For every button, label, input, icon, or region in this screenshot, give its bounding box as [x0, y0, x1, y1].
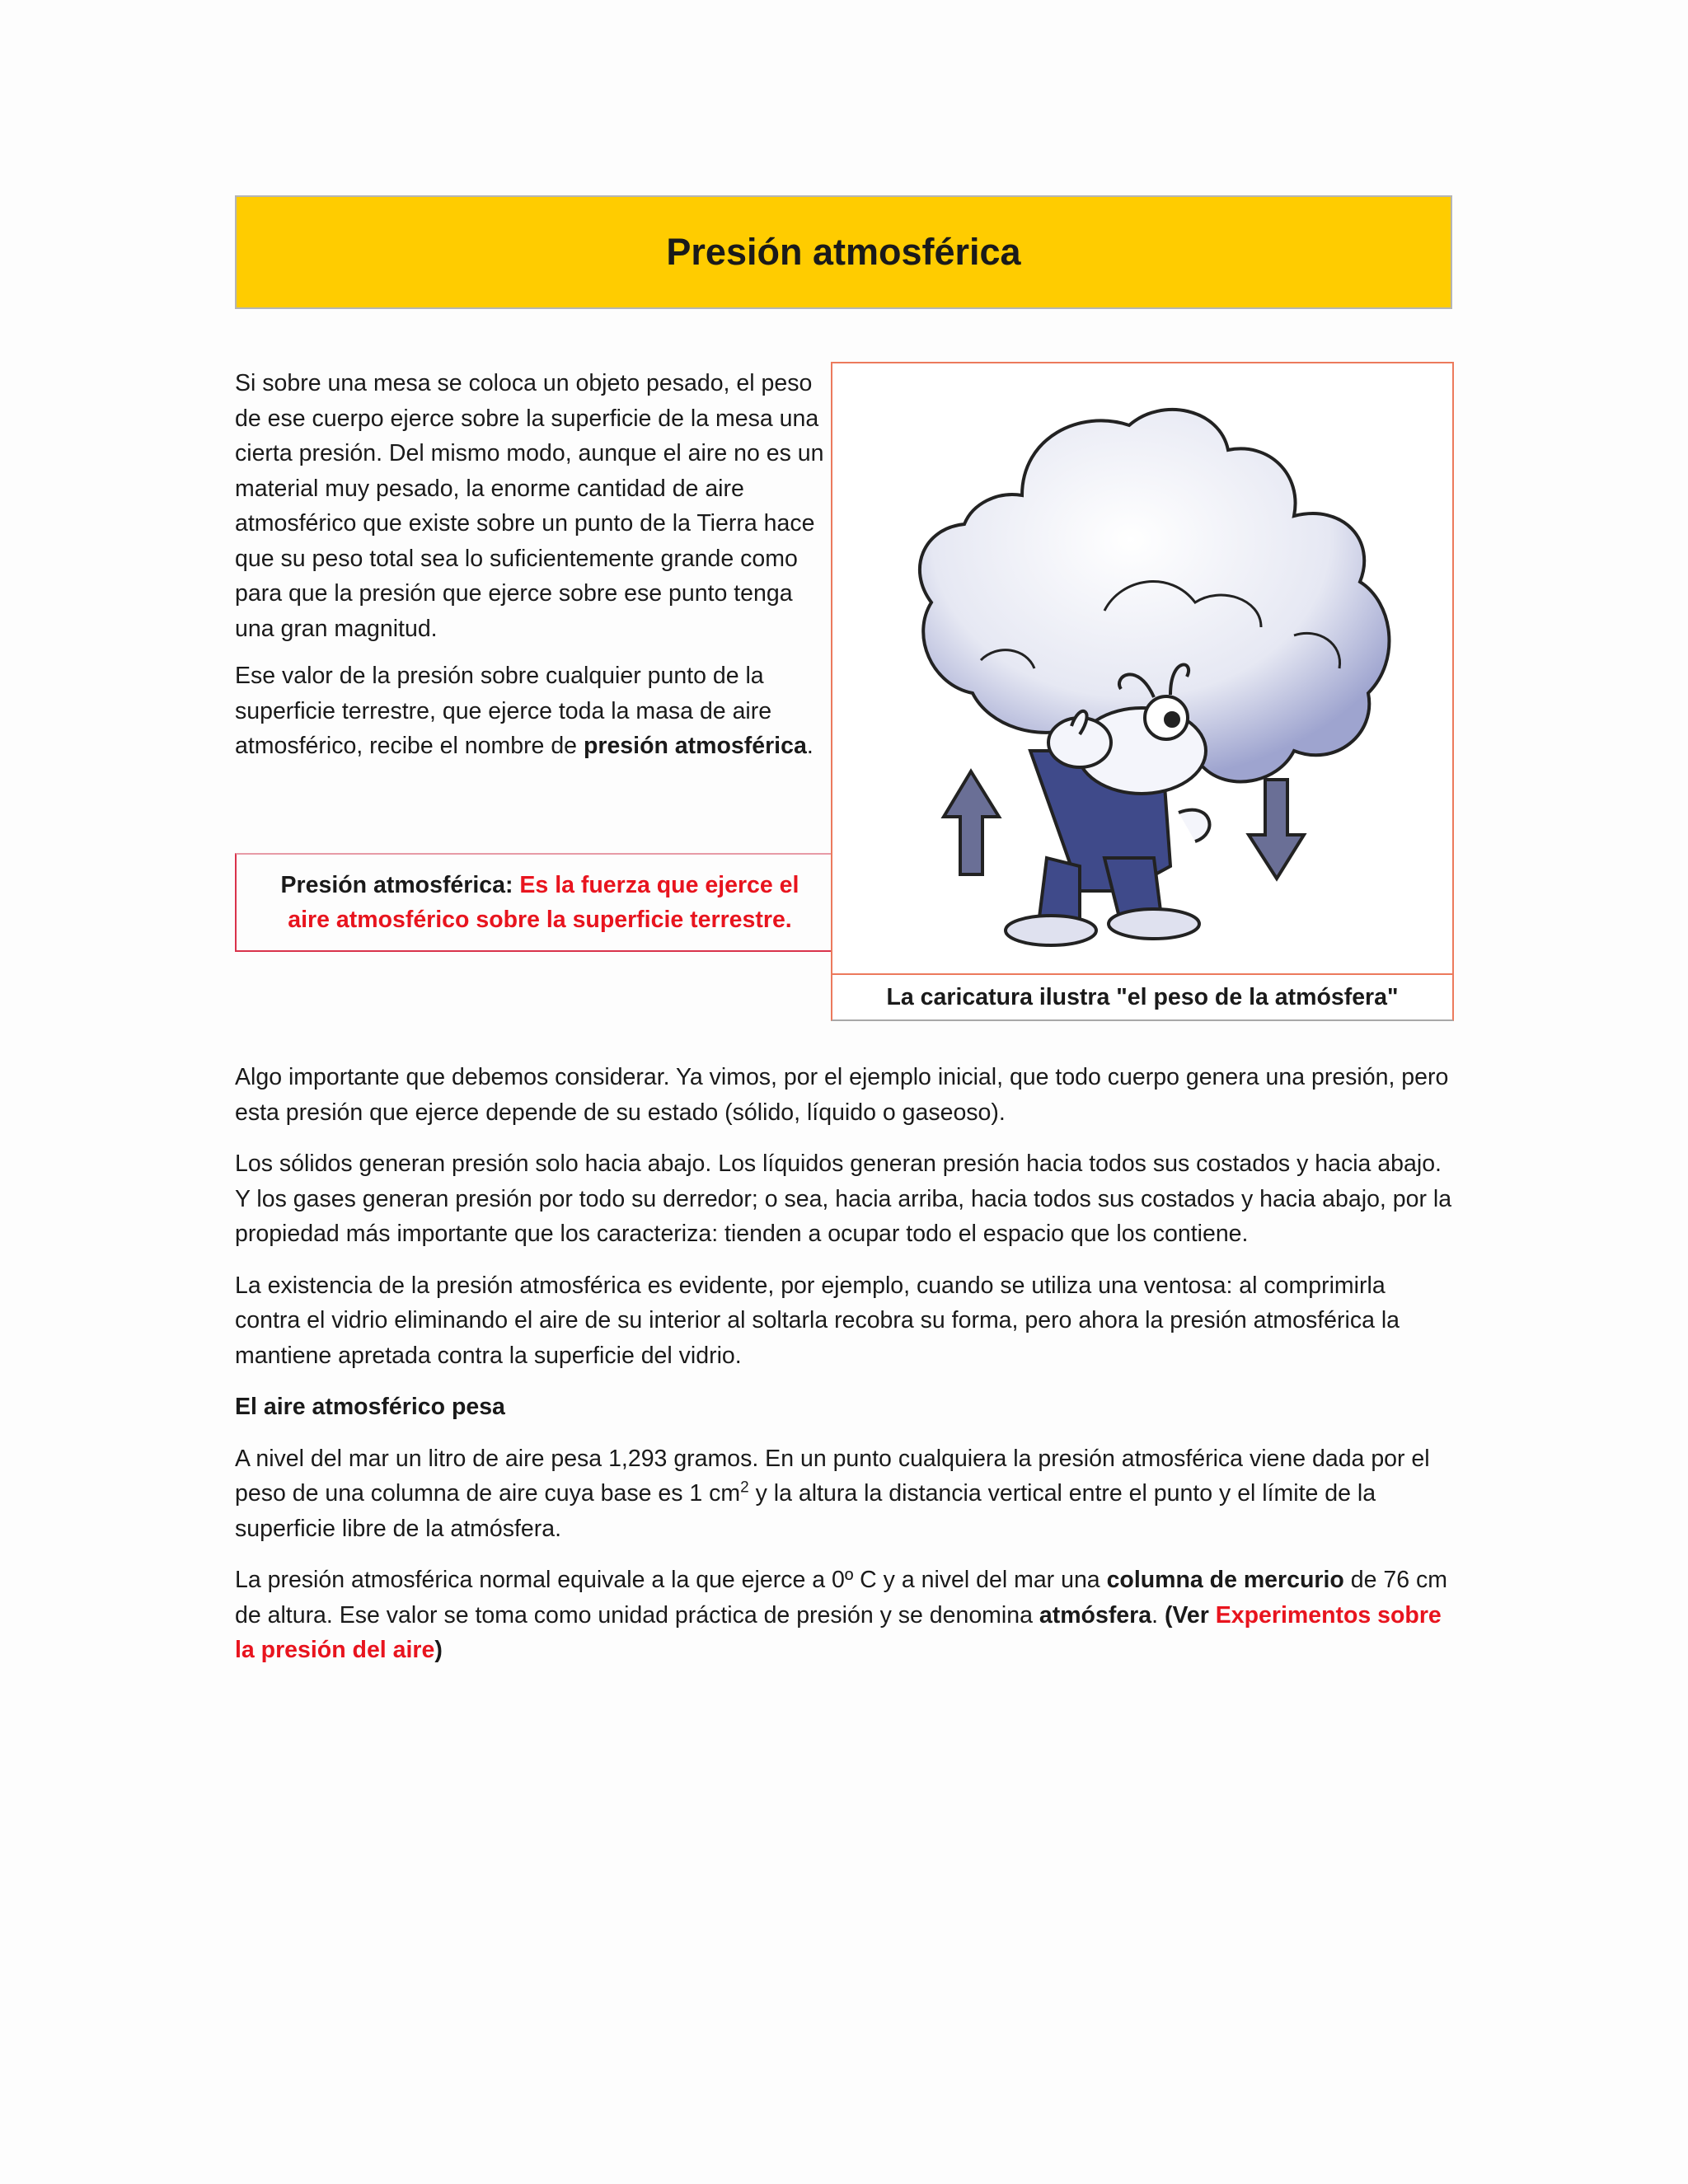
body-paragraph-2: Los sólidos generan presión solo hacia abajo. Los líquidos generan presión hacia todos sus costados y hacia abajo. Y los gases generan presión por todo su derredor; o sea, hacia arriba, hacia todos sus costados y hacia abajo, por la propiedad más importante que los caracteriza: tienden a ocupar todo el espacio que los contiene. [235, 1151, 1452, 1247]
figure-caption: La caricatura ilustra "el peso de la atmósfera" [832, 973, 1452, 1019]
p5-bold-mercurio: columna de mercurio [1106, 1567, 1344, 1593]
intro-p2-end: . [806, 733, 814, 759]
intro-p2-text: Ese valor de la presión sobre cualquier punto de la superficie terrestre, que ejerce toda la masa de aire atmosférico, recibe el nombre de [235, 663, 772, 759]
intro-paragraph-2 [235, 658, 828, 764]
ant-carrying-cloud-illustration [832, 363, 1452, 973]
p5-text: La presión atmosférica normal equivale a la que ejerce a 0º C y a nivel del mar una [235, 1567, 1107, 1593]
down-arrow-icon [1249, 780, 1304, 879]
definition-text [261, 868, 818, 938]
p4-text-end: y la altura la distancia vertical entre el punto y el límite de la superficie libre de la atmósfera. [235, 1480, 1376, 1542]
p4-superscript: 2 [740, 1479, 749, 1497]
page-title: Presión atmosférica [666, 231, 1021, 273]
definition-term: Presión atmosférica: [280, 871, 513, 898]
p5-close: ) [434, 1637, 443, 1663]
subheading-text: El aire atmosférico pesa [235, 1394, 505, 1420]
intro-p2-bold: presión atmosférica [583, 733, 807, 759]
cartoon-figure [831, 362, 1454, 1021]
section-subheading [235, 1390, 1455, 1425]
body-paragraph-5 [235, 1563, 1455, 1668]
p5-text-mid: de 76 cm de altura. Ese valor se toma como unidad práctica de presión y se denomina [235, 1567, 1447, 1629]
intro-column [235, 366, 828, 764]
intro-paragraph-1: Si sobre una mesa se coloca un objeto pesado, el peso de ese cuerpo ejerce sobre la superficie de la mesa una cierta presión. Del mismo modo, aunque el aire no es un material muy pesado, la enorme cantidad de aire atmosférico que existe sobre un punto de la Tierra hace que su peso total sea lo suficientemente grande como para que la presión que ejerce sobre ese punto tenga una gran magnitud. [235, 370, 824, 642]
definition-body: Es la fuerza que ejerce el aire atmosférico sobre la superficie terrestre. [288, 871, 799, 933]
body-paragraph-4 [235, 1441, 1455, 1547]
p5-dot: . [1151, 1601, 1165, 1629]
p5-bold-atmosfera: atmósfera [1039, 1601, 1152, 1629]
up-arrow-icon [944, 771, 999, 874]
body-paragraph-1: Algo importante que debemos considerar. Ya vimos, por el ejemplo inicial, que todo cuerpo genera una presión, pero esta presión que ejerce depende de su estado (sólido, líquido o gaseoso). [235, 1064, 1449, 1126]
body-paragraph-3: La existencia de la presión atmosférica es evidente, por ejemplo, cuando se utiliza una ventosa: al comprimirla contra el vidrio eliminando el aire de su interior al soltarla recobra su forma, pero ahora la presión atmosférica la mantiene apretada contra la superficie del vidrio. [235, 1272, 1400, 1369]
title-banner [235, 195, 1452, 309]
experiments-link[interactable]: Experimentos sobre la presión del aire [235, 1601, 1442, 1663]
definition-box [235, 853, 845, 952]
p4-text: A nivel del mar un litro de aire pesa 1,293 gramos. En un punto cualquiera la presión atmosférica viene dada por el peso de una columna de aire cuya base es 1 cm [235, 1445, 1430, 1507]
p5-ver: (Ver [1164, 1601, 1216, 1629]
main-body [235, 1060, 1455, 1668]
